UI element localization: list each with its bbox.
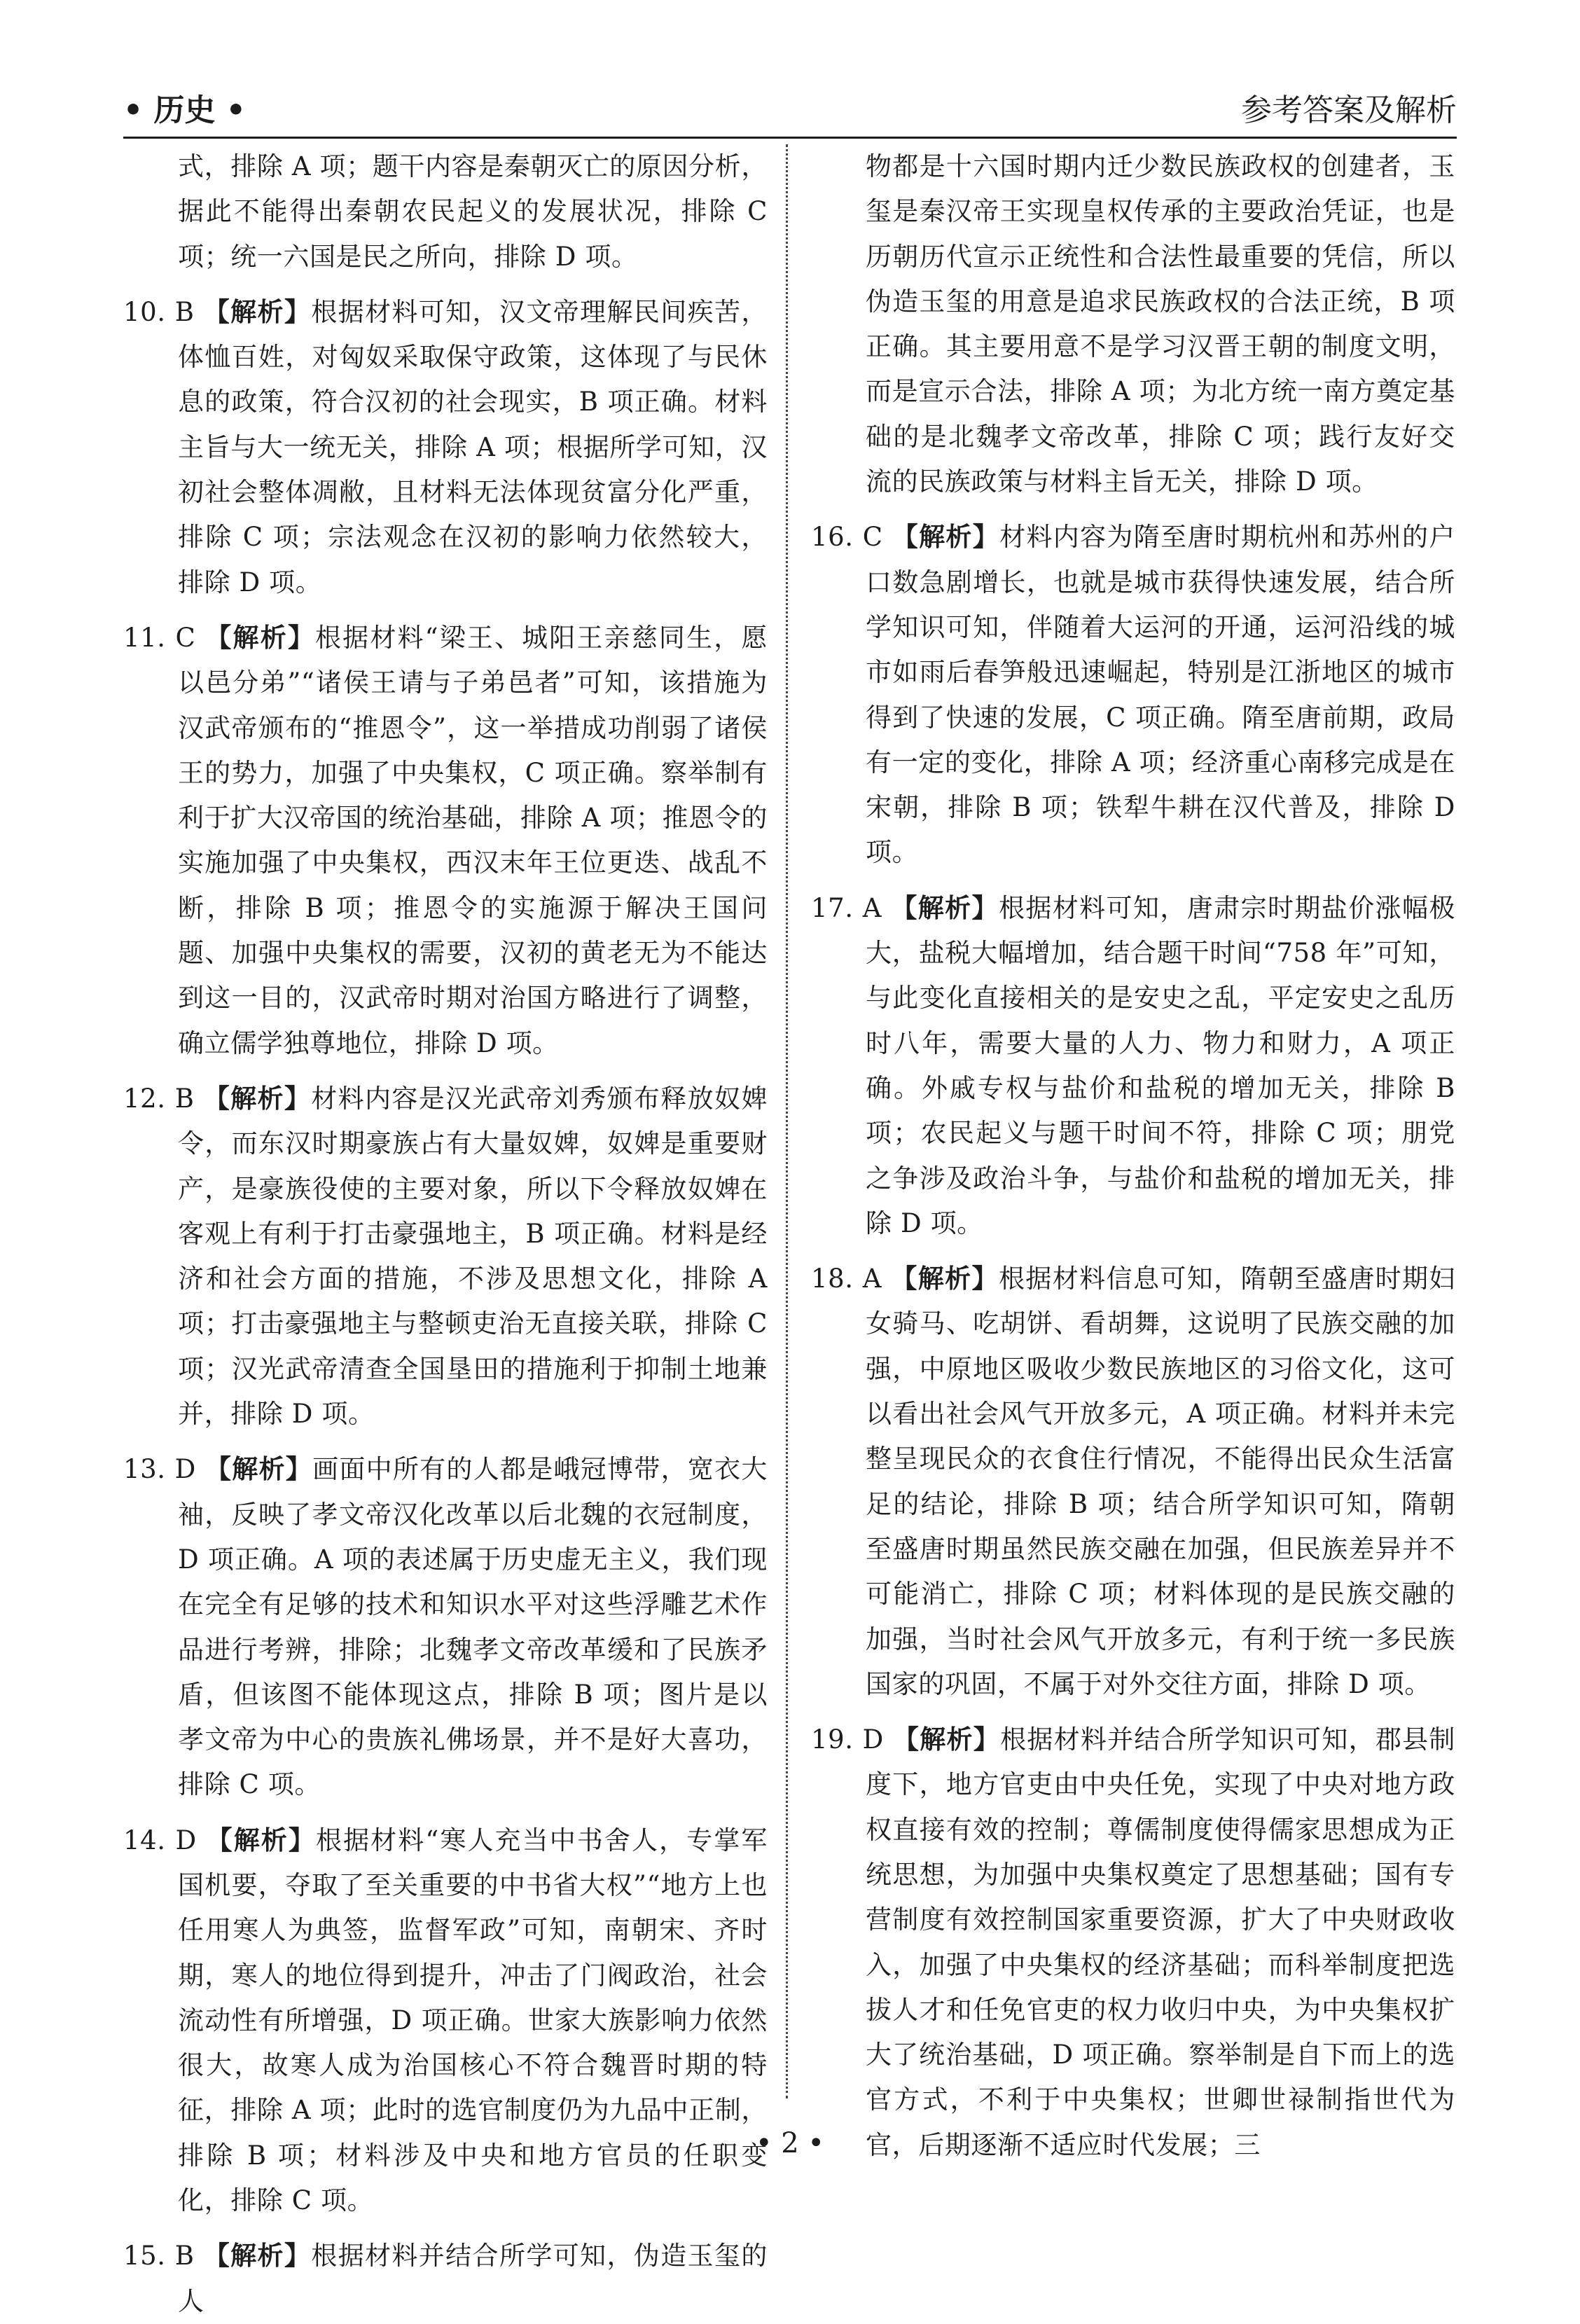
question-number: 17. A <box>811 892 882 923</box>
analysis-tag: 【解析】 <box>891 1263 999 1294</box>
analysis-tag: 【解析】 <box>892 521 1000 553</box>
page-header <box>123 90 1457 132</box>
question-number: 14. D <box>123 1825 197 1855</box>
subject-label: • 历史 • <box>123 92 246 128</box>
right-column <box>811 144 1455 2160</box>
page-number: • 2 • <box>755 2127 825 2159</box>
analysis-text: 材料内容为隋至唐时期杭州和苏州的户口数急剧增长，也就是城市获得快速发展，结合所学知识可知，伴随着大运河的开通，运河沿线的城市如雨后春笋般迅速崛起，特别是江浙地区的城市得到了快速的发展，C 项正确。隋至唐前期，政局有一定的变化，排除 A 项；经济重心南移完成是在宋朝，排除 B 项；铁犁牛耕在汉代普及，排除 D 项。 <box>866 522 1455 868</box>
column-divider <box>786 144 788 2098</box>
analysis-tag: 【解析】 <box>203 1082 312 1114</box>
answer-entry-12 <box>123 1076 768 1437</box>
analysis-tag: 【解析】 <box>203 2240 312 2271</box>
question-number: 19. D <box>811 1724 884 1755</box>
section-title: 参考答案及解析 <box>1241 92 1457 128</box>
continuation-text: 式，排除 A 项；题干内容是秦朝灭亡的原因分析，据此不能得出秦朝农民起义的发展状况，排除 C 项；统一六国是民之所向，排除 D 项。 <box>178 151 768 272</box>
analysis-text: 根据材料“寒人充当中书舍人，专掌军国机要，夺取了至关重要的中书省大权”“地方上也任用寒人为典签，监督军政”可知，南朝宋、齐时期，寒人的地位得到提升，冲击了门阀政治，社会流动性有所增强，D 项正确。世家大族影响力依然很大，故寒人成为治国核心不符合魏晋时期的特征，排除 A 项；此时的选官制度仍为九品中正制，排除 B 项；材料涉及中央和地方官员的任职变化，排除 C 项。 <box>178 1825 768 2216</box>
question-number: 11. C <box>123 622 196 653</box>
continuation-text: 物都是十六国时期内迁少数民族政权的创建者，玉玺是秦汉帝王实现皇权传承的主要政治凭证，也是历朝历代宣示正统性和合法性最重要的凭信，所以伪造玉玺的用意是追求民族政权的合法正统，B 项正确。其主要用意不是学习汉晋王朝的制度文明，而是宣示合法，排除 A 项；为北方统一南方奠定基础的是北魏孝文帝改革，排除 C 项；践行友好交流的民族政策与材料主旨无关，排除 D 项。 <box>866 151 1455 497</box>
answer-entry-19 <box>811 1717 1455 2168</box>
analysis-tag: 【解析】 <box>891 892 999 923</box>
analysis-text: 根据材料可知，唐肃宗时期盐价涨幅极大，盐税大幅增加，结合题干时间“758 年”可知，与此变化直接相关的是安史之乱，平定安史之乱历时八年，需要大量的人力、物力和财力，A 项正确。外戚专权与盐价和盐税的增加无关，排除 B 项；农民起义与题干时间不符，排除 C 项；朋党之争涉及政治斗争，与盐价和盐税的增加无关，排除 D 项。 <box>866 892 1455 1238</box>
header-rule <box>123 137 1457 139</box>
left-column <box>123 144 768 2316</box>
analysis-text: 根据材料并结合所学可知，伪造玉玺的人 <box>178 2241 768 2316</box>
analysis-text: 根据材料可知，汉文帝理解民间疾苦，体恤百姓，对匈奴采取保守政策，这体现了与民休息的政策，符合汉初的社会现实，B 项正确。材料主旨与大一统无关，排除 A 项；根据所学可知，汉初社会整体凋敝，且材料无法体现贫富分化严重，排除 C 项；宗法观念在汉初的影响力依然较大，排除 D 项。 <box>178 296 768 597</box>
analysis-text: 根据材料并结合所学知识可知，郡县制度下，地方官吏由中央任免，实现了中央对地方政权直接有效的控制；尊儒制度使得儒家思想成为正统思想，为加强中央集权奠定了思想基础；国有专营制度有效控制国家重要资源，扩大了中央财政收入，加强了中央集权的经济基础；而科举制度把选拔人才和任免官吏的权力收归中央，为中央集权扩大了统治基础，D 项正确。察举制是自下而上的选官方式，不利于中央集权；世卿世禄制指世代为官，后期逐渐不适应时代发展；三 <box>866 1724 1455 2160</box>
analysis-tag: 【解析】 <box>206 1824 316 1855</box>
analysis-text: 画面中所有的人都是峨冠博带，宽衣大袖，反映了孝文帝汉化改革以后北魏的衣冠制度，D 项正确。A 项的表述属于历史虚无主义，我们现在完全有足够的技术和知识水平对这些浮雕艺术作品进行考辨，排除；北魏孝文帝改革缓和了民族矛盾，但该图不能体现这点，排除 B 项；图片是以孝文帝为中心的贵族礼佛场景，并不是好大喜功，排除 C 项。 <box>178 1454 768 1800</box>
analysis-text: 材料内容是汉光武帝刘秀颁布释放奴婢令，而东汉时期豪族占有大量奴婢，奴婢是重要财产，是豪族役使的主要对象，所以下令释放奴婢在客观上有利于打击豪强地主，B 项正确。材料是经济和社会方面的措施，不涉及思想文化，排除 A 项；打击豪强地主与整顿吏治无直接关联，排除 C 项；汉光武帝清查全国垦田的措施利于抑制土地兼并，排除 D 项。 <box>178 1083 768 1430</box>
answer-entry-13 <box>123 1446 768 1807</box>
question-number: 13. D <box>123 1454 196 1485</box>
answer-entry-17 <box>811 885 1455 1246</box>
analysis-tag: 【解析】 <box>203 296 312 327</box>
answer-entry-16 <box>811 514 1455 875</box>
answer-entry-10 <box>123 289 768 605</box>
analysis-text: 根据材料信息可知，隋朝至盛唐时期妇女骑马、吃胡饼、看胡舞，这说明了民族交融的加强，中原地区吸收少数民族地区的习俗文化，这可以看出社会风气开放多元，A 项正确。材料并未完整呈现民众的衣食住行情况，不能得出民众生活富足的结论，排除 B 项；结合所学知识可知，隋朝至盛唐时期虽然民族交融在加强，但民族差异并不可能消亡，排除 C 项；材料体现的是民族交融的加强，当时社会风气开放多元，有利于统一多民族国家的巩固，不属于对外交往方面，排除 D 项。 <box>866 1264 1455 1699</box>
analysis-tag: 【解析】 <box>205 1453 313 1485</box>
answer-entry-11 <box>123 615 768 1066</box>
question-number: 15. B <box>123 2241 195 2271</box>
answer-entry-15 <box>123 2233 768 2324</box>
question-number: 16. C <box>811 522 883 553</box>
question-number: 12. B <box>123 1083 195 1114</box>
question-number: 10. B <box>123 296 195 327</box>
answer-entry-18 <box>811 1256 1455 1707</box>
answer-entry-14 <box>123 1818 768 2224</box>
question-number: 18. A <box>811 1264 882 1294</box>
analysis-tag: 【解析】 <box>205 621 316 653</box>
analysis-text: 根据材料“梁王、城阳王亲慈同生，愿以邑分弟”“诸侯王请与子弟邑者”可知，该措施为汉武帝颁布的“推恩令”，这一举措成功削弱了诸侯王的势力，加强了中央集权，C 项正确。察举制有利于扩大汉帝国的统治基础，排除 A 项；推恩令的实施加强了中央集权，西汉末年王位更迭、战乱不断，排除 B 项；推恩令的实施源于解决王国问题、加强中央集权的需要，汉初的黄老无为不能达到这一目的，汉武帝时期对治国方略进行了调整，确立儒学独尊地位，排除 D 项。 <box>178 622 768 1058</box>
analysis-tag: 【解析】 <box>892 1724 1001 1755</box>
